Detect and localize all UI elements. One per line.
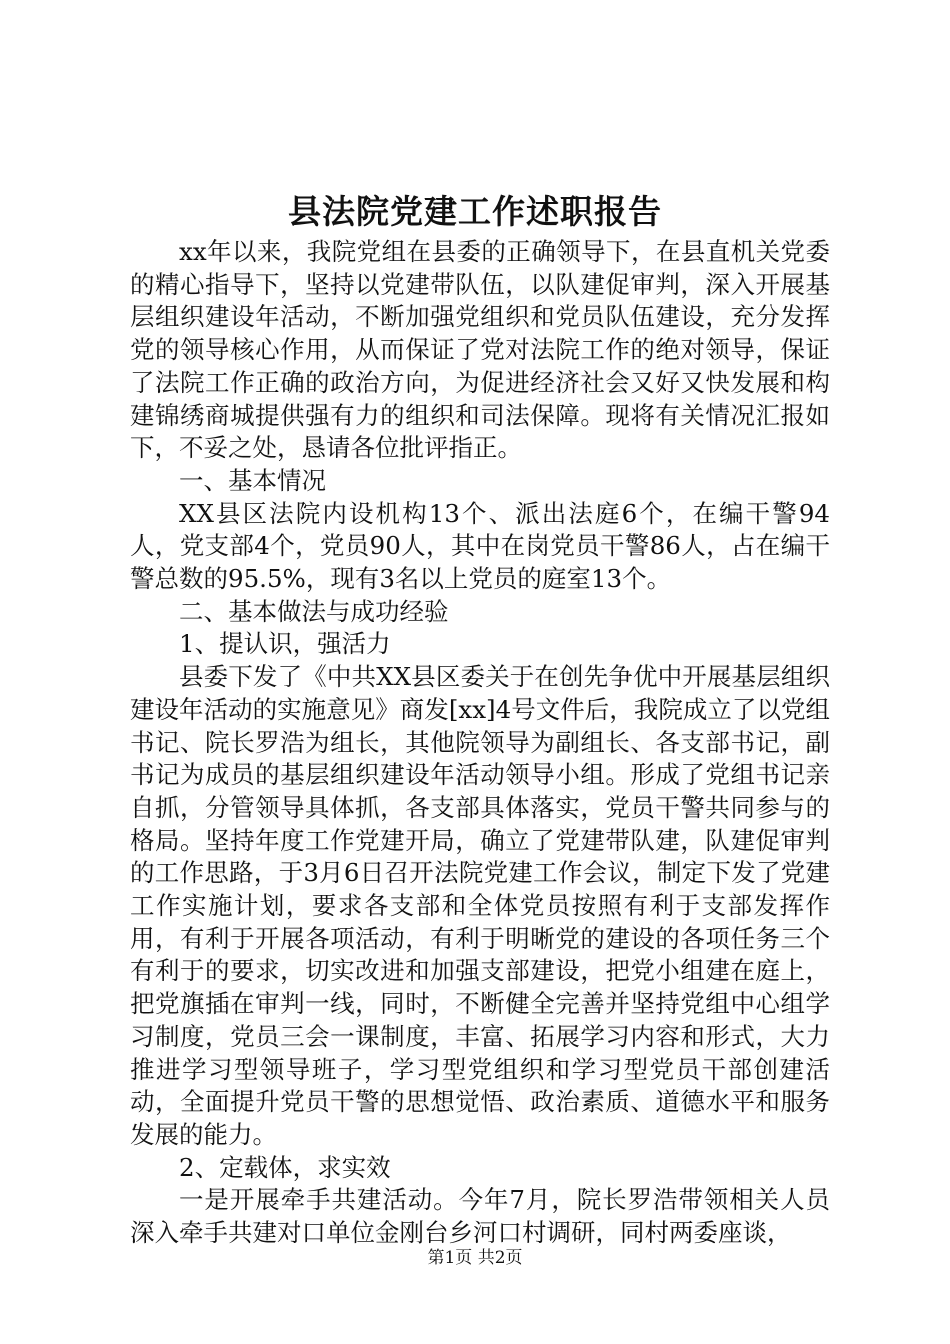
intro-paragraph: xx年以来，我院党组在县委的正确领导下，在县直机关党委的精心指导下，坚持以党建带队伍，以队建促审判，深入开展基层组织建设年活动，不断加强党组织和党员队伍建设，充分发挥党的领导核心作用，从而保证了党对法院工作的绝对领导，保证了法院工作正确的政治方向，为促进经济社会又好又快发展和构建锦绣商城提供强有力的组织和司法保障。现将有关情况汇报如下，不妥之处，恳请各位批评指正。 [130, 237, 830, 463]
section-heading-basic-situation: 一、基本情况 [179, 465, 326, 495]
document-title: 县法院党建工作述职报告 [288, 192, 662, 231]
awareness-paragraph: 县委下发了《中共XX县区委关于在创先争优中开展基层组织建设年活动的实施意见》商发[xx]4号文件后，我院成立了以党组书记、院长罗浩为组长，其他院领导为副组长、各支部书记，副书记为成员的基层组织建设年活动领导小组。形成了党组书记亲自抓，分管领导具体抓，各支部具体落实，党员干警共同参与的格局。坚持年度工作党建开局，确立了党建带队建，队建促审判的工作思路，于3月6日召开法院党建工作会议，制定下发了党建工作实施计划，要求各支部和全体党员按照有利于支部发挥作用，有利于开展各项活动，有利于明晰党的建设的各项任务三个有利于的要求，切实改进和加强支部建设，把党小组建在庭上，把党旗插在审判一线，同时，不断健全完善并坚持党组中心组学习制度，党员三会一课制度，丰富、拓展学习内容和形式，大力推进学习型领导班子，学习型党组织和学习型党员干部创建活动，全面提升党员干警的思想觉悟、政治素质、道德水平和服务发展的能力。 [130, 662, 830, 1149]
carrier-paragraph: 一是开展牵手共建活动。今年7月，院长罗浩带领相关人员深入牵手共建对口单位金刚台乡河口村调研，同村两委座谈， [130, 1185, 830, 1248]
basic-situation-paragraph: XX县区法院内设机构13个、派出法庭6个，在编干警94人，党支部4个，党员90人，其中在岗党员干警86人，占在编干警总数的95.5%，现有3名以上党员的庭室13个。 [130, 498, 830, 594]
page-footer: 第1页 共2页 [427, 1248, 523, 1268]
document-body [130, 236, 830, 1250]
section-heading-methods: 二、基本做法与成功经验 [179, 596, 449, 626]
subheading-carrier: 2、定载体，求实效 [179, 1152, 391, 1182]
subheading-awareness: 1、提认识，强活力 [179, 629, 391, 659]
